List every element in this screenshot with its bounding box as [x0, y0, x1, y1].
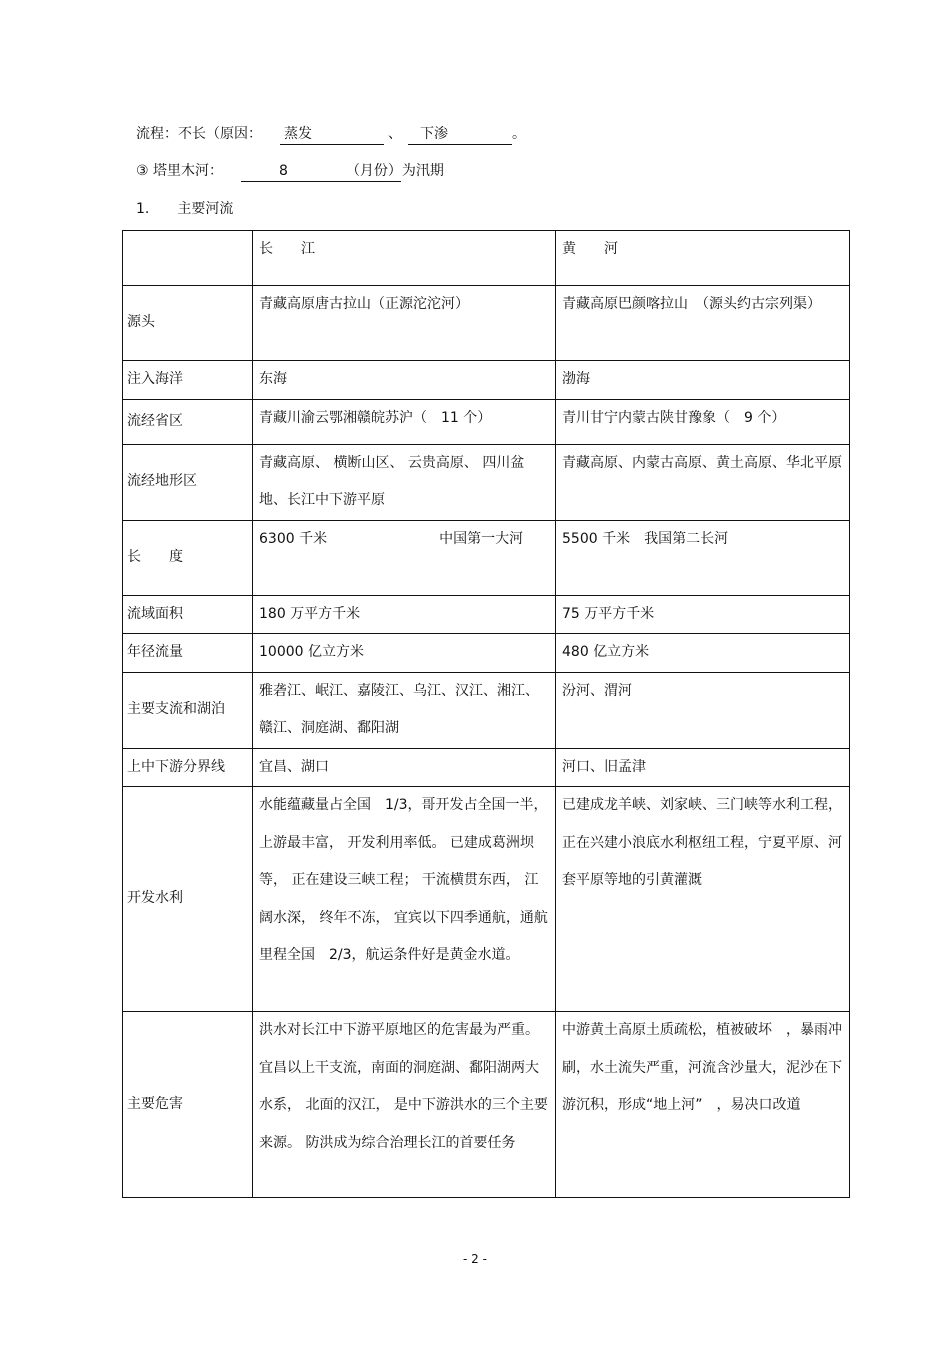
- row-label: 流域面积: [123, 595, 253, 634]
- yellow-river-cell: 青川甘宁内蒙古陕甘豫象（ 9 个）: [556, 399, 850, 444]
- yangtze-cell: 青藏高原唐古拉山（正源沱沱河）: [253, 286, 556, 361]
- row-label: 流经省区: [123, 399, 253, 444]
- page-number: - 2 -: [463, 1252, 487, 1266]
- table-row-terrain: [123, 444, 850, 520]
- flood-month-suffix: （月份）为汛期: [345, 163, 444, 179]
- tarim-prefix: ③ 塔里木河：: [136, 163, 224, 179]
- blank-flood-month: [241, 161, 444, 182]
- table-row-ocean: [123, 361, 850, 400]
- table-row-runoff: [123, 634, 850, 673]
- blank-infiltration: 下渗: [408, 124, 512, 145]
- yellow-river-cell: 渤海: [556, 361, 850, 400]
- yangtze-cell: 宜昌、湖口: [253, 748, 556, 787]
- yangtze-cell: 洪水对长江中下游平原地区的危害最为严重。宜昌以上干支流，南面的洞庭湖、鄱阳湖两大水系， 北面的汉江， 是中下游洪水的三个主要来源。 防洪成为综合治理长江的首要任务: [253, 1012, 556, 1198]
- row-label: 年径流量: [123, 634, 253, 673]
- yangtze-cell: 青藏川渝云鄂湘赣皖苏沪（ 11 个）: [253, 399, 556, 444]
- yellow-river-cell: 河口、旧孟津: [556, 748, 850, 787]
- table-row-water-development: [123, 787, 850, 1012]
- yangtze-cell: 水能蕴藏量占全国 1/3，哥开发占全国一半，上游最丰富， 开发利用率低。 已建成葛洲坝等， 正在建设三峡工程； 干流横贯东西， 江阔水深， 终年不冻， 宜宾以下四季通航，通航里程全国 2/3，航运条件好是黄金水道。: [253, 787, 556, 1012]
- tarim-line: [136, 159, 444, 183]
- header-yellow-river: 黄 河: [556, 231, 850, 286]
- yangtze-cell: 6300 千米 中国第一大河: [253, 520, 556, 595]
- yellow-river-cell: 5500 千米 我国第二长河: [556, 520, 850, 595]
- table-row-basin-area: [123, 595, 850, 634]
- table-row-hazards: [123, 1012, 850, 1198]
- header-yangtze: 长 江: [253, 231, 556, 286]
- process-separator: 、: [388, 126, 402, 142]
- yangtze-cell: 180 万平方千米: [253, 595, 556, 634]
- row-label: 注入海洋: [123, 361, 253, 400]
- row-label: 主要支流和湖泊: [123, 672, 253, 748]
- yellow-river-cell: 青藏高原、内蒙古高原、黄土高原、华北平原: [556, 444, 850, 520]
- section-number: 1.: [136, 201, 150, 217]
- yangtze-cell: 东海: [253, 361, 556, 400]
- row-label: 主要危害: [123, 1012, 253, 1198]
- table-row-source: [123, 286, 850, 361]
- yangtze-cell: 10000 亿立方米: [253, 634, 556, 673]
- blank-evaporation: 蒸发: [280, 124, 384, 145]
- row-label: 流经地形区: [123, 444, 253, 520]
- yellow-river-cell: 汾河、渭河: [556, 672, 850, 748]
- row-label: 源头: [123, 286, 253, 361]
- process-end: 。: [512, 126, 526, 142]
- table-row-length: [123, 520, 850, 595]
- row-label: 长 度: [123, 520, 253, 595]
- table-row-tributaries: [123, 672, 850, 748]
- yellow-river-cell: 已建成龙羊峡、刘家峡、三门峡等水利工程，正在兴建小浪底水利枢纽工程，宁夏平原、河套平原等地的引黄灌溉: [556, 787, 850, 1012]
- flood-month-value: 8: [279, 163, 288, 179]
- table-row-provinces: [123, 399, 850, 444]
- process-prefix: 流程：不长（原因：: [136, 126, 262, 142]
- table-row-boundaries: [123, 748, 850, 787]
- yellow-river-cell: 75 万平方千米: [556, 595, 850, 634]
- yangtze-cell: 青藏高原、 横断山区、 云贵高原、 四川盆地、长江中下游平原: [253, 444, 556, 520]
- section-title: 主要河流: [177, 201, 234, 217]
- yellow-river-cell: 中游黄土高原土质疏松，植被破坏 ，暴雨冲刷，水土流失严重，河流含沙量大，泥沙在下游沉积，形成“地上河” ，易决口改道: [556, 1012, 850, 1198]
- process-line: [136, 122, 526, 146]
- section-heading: [136, 197, 233, 221]
- header-empty-cell: [123, 231, 253, 286]
- table-header-row: [123, 231, 850, 286]
- yellow-river-cell: 青藏高原巴颜喀拉山 （源头约古宗列渠）: [556, 286, 850, 361]
- row-label: 开发水利: [123, 787, 253, 1012]
- yellow-river-cell: 480 亿立方米: [556, 634, 850, 673]
- yangtze-cell: 雅砻江、岷江、嘉陵江、乌江、汉江、湘江、赣江、洞庭湖、鄱阳湖: [253, 672, 556, 748]
- row-label: 上中下游分界线: [123, 748, 253, 787]
- rivers-table: [122, 230, 850, 1198]
